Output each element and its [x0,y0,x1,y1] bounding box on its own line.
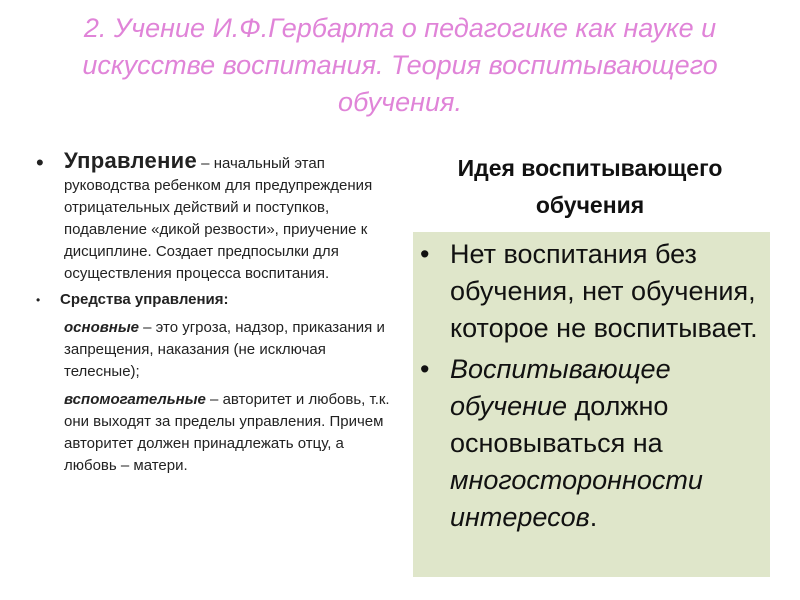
slide-title: 2. Учение И.Ф.Гербарта о педагогике как науке и искусстве воспитания. Теория воспитывающего обучения. [82,13,718,117]
main-label: основные [64,319,139,336]
main-text: – это угроза, надзор, приказания и запрещения, наказания (не исключая телесные); [64,319,385,380]
main-means [64,317,396,383]
aux-means [64,389,396,477]
idea-point-1-text: Нет воспитания без обучения, нет обучения, которое не воспитывает. [450,239,758,343]
idea-point-2 [420,351,765,536]
means-heading: Средства управления: [60,291,229,308]
idea-heading: Идея воспитывающего обучения [457,155,723,218]
aux-label: вспомогательные [64,391,206,408]
idea-point-1 [420,236,765,347]
means-bullet [36,289,396,311]
aux-text: – авторитет и любовь, т.к. они выходят за пределы управления. Причем авторитет должен принадлежать отцу, а любовь – матери. [64,391,390,474]
bullet-icon: • [420,239,430,269]
bullet-icon: • [36,293,41,307]
control-text: – начальный этап руководства ребенком для предупреждения отрицательных действий и поступков, подавление «дикой резвости», приучение к дисциплине. Создает предпосылки для осуществления процесса воспитания. [64,155,373,282]
control-bullet [36,150,396,285]
idea-list [420,236,765,540]
idea-point-2-text: Воспитывающее обучение должно основываться на многосторонности интересов. [450,354,703,532]
bullet-icon: • [420,354,430,384]
control-section [36,150,396,477]
bullet-icon: • [36,150,44,175]
control-heading: Управление [64,148,198,173]
